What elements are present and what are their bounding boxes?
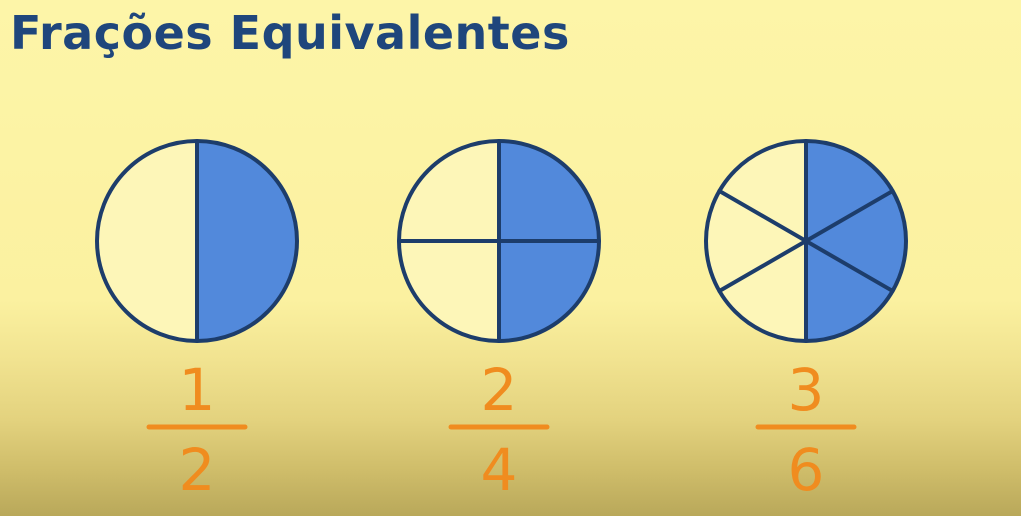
denominator-2-4: 4: [480, 436, 518, 504]
numerator-3-6: 3: [787, 356, 825, 424]
fraction-circle-3-6: [706, 141, 906, 341]
numerator-1-2: 1: [178, 356, 216, 424]
fraction-group-1-2: [97, 141, 297, 504]
fraction-group-3-6: [706, 141, 906, 504]
denominator-1-2: 2: [178, 436, 216, 504]
fraction-group-2-4: [399, 141, 599, 504]
shaded-sector-1-2-1: [197, 141, 297, 341]
page-title: Frações Equivalentes: [10, 6, 570, 60]
numerator-2-4: 2: [480, 356, 518, 424]
fraction-circle-2-4: [399, 141, 599, 341]
denominator-3-6: 6: [787, 436, 825, 504]
fraction-circle-1-2: [97, 141, 297, 341]
